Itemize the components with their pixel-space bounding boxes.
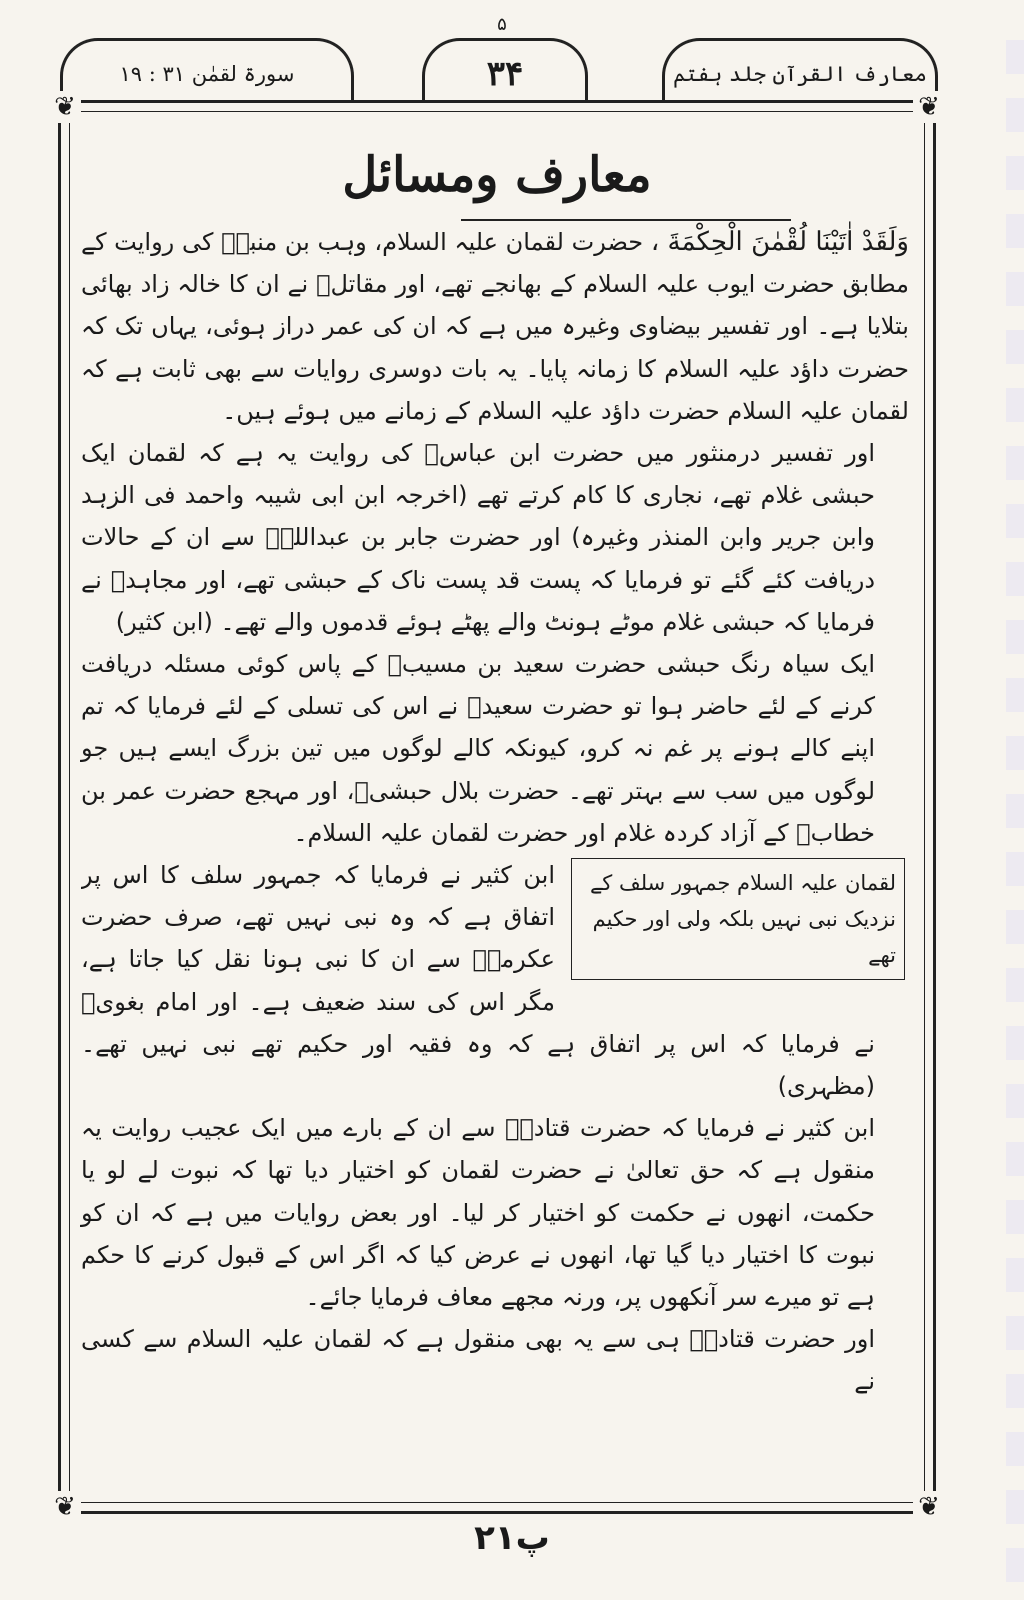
corner-ornament-icon: ❦ (49, 91, 81, 123)
corner-ornament-icon: ❦ (49, 1491, 81, 1523)
header-surah-reference: سورۃ لقمٰن ۳۱ : ۱۹ (60, 38, 354, 107)
section-heading: معارف ومسائل (342, 147, 652, 203)
header-book-title: معارف القرآن جلد ہفتم (662, 38, 938, 107)
paragraph: اور حضرت قتادہؓ ہی سے یہ بھی منقول ہے کہ لقمان علیہ السلام سے کسی نے (81, 1325, 875, 1396)
body-text (81, 221, 909, 1403)
paragraph: ایک سیاہ رنگ حبشی حضرت سعید بن مسیبؒ کے پاس کوئی مسئلہ دریافت کرنے کے لئے حاضر ہوا تو حضرت سعیدؒ نے اس کی تسلی کے لئے فرمایا کہ تم اپنے کالے ہونے پر غم نہ کرو، کیونکہ کالے لوگوں میں تین بزرگ ایسے ہیں جو لوگوں میں سب سے بہتر تھے۔ حضرت بلال حبشیؓ، اور مہجع حضرت عمر بن خطابؓ کے آزاد کردہ غلام اور حضرت لقمان علیہ السلام۔ (81, 650, 875, 847)
top-ornament: ۵ (497, 14, 507, 35)
paragraph: ابن کثیر نے فرمایا کہ جمہور سلف کا اس پر اتفاق ہے کہ وہ نبی نہیں تھے، صرف حضرت عکرمہؒ سے ان کا نبی ہونا نقل کیا جاتا ہے، مگر اس کی سند ضعیف ہے۔ اور امام بغویؒ نے فرمایا کہ اس پر اتفاق ہے کہ وہ فقیہ اور حکیم تھے نبی نہیں تھے۔ (مظہری) (81, 861, 875, 1101)
paragraph-text: حضرت لقمان علیہ السلام، وہب بن منبہؒ کی روایت کے مطابق حضرت ایوب علیہ السلام کے بھانجے تھے، اور مقاتلؒ نے ان کا خالہ زاد بھائی بتلایا ہے۔ اور تفسیر بیضاوی وغیرہ میں ہے کہ ان کی عمر دراز ہوئی، یہاں تک کہ حضرت داؤد علیہ السلام کا زمانہ پایا۔ یہ بات دوسری روایات سے بھی ثابت ہے کہ لقمان علیہ السلام حضرت داؤد علیہ السلام کے زمانے میں ہوئے ہیں۔ (81, 228, 909, 425)
header-page-number: ۳۴ (422, 38, 588, 107)
quran-verse: وَلَقَدْ اٰتَيْنَا لُقْمٰنَ الْحِكْمَةَ ، (650, 227, 909, 257)
paragraph-with-sidebox (81, 854, 909, 1107)
page-frame (54, 92, 940, 1522)
paragraph (81, 221, 909, 432)
paragraph: اور تفسیر درمنثور میں حضرت ابن عباسؓ کی روایت یہ ہے کہ لقمان ایک حبشی غلام تھے، نجاری کا کام کرتے تھے (اخرجہ ابن ابی شیبہ واحمد فی الزہد وابن جریر وابن المنذر وغیرہ) اور حضرت جابر بن عبداللہؓ سے ان کے حالات دریافت کئے گئے تو فرمایا کہ پست قد پست ناک کے حبشی تھے، اور مجاہدؒ نے فرمایا کہ حبشی غلام موٹے ہونٹ والے پھٹے ہوئے قدموں والے تھے۔ (ابن کثیر) (81, 439, 875, 636)
corner-ornament-icon: ❦ (913, 1491, 945, 1523)
margin-note-box: لقمان علیہ السلام جمہور سلف کے نزدیک نبی نہیں بلکہ ولی اور حکیم تھے (571, 858, 905, 980)
corner-ornament-icon: ❦ (913, 91, 945, 123)
footer-page-number: ۲۱پ (474, 1518, 550, 1558)
paragraph: ابن کثیر نے فرمایا کہ حضرت قتادہؓ سے ان کے بارے میں ایک عجیب روایت یہ منقول ہے کہ حق تعالیٰ نے حضرت لقمان کو اختیار دیا تھا کہ نبوت لے لو یا حکمت، انھوں نے حکمت کو اختیار کر لیا۔ اور بعض روایات میں ہے کہ ان کو نبوت کا اختیار دیا گیا تھا، انھوں نے عرض کیا کہ اگر اس کے قبول کرنے کا حکم ہے تو میرے سر آنکھوں پر، ورنہ مجھے معاف فرمایا جائے۔ (81, 1114, 875, 1312)
page-edge-bleed (1006, 40, 1024, 1600)
